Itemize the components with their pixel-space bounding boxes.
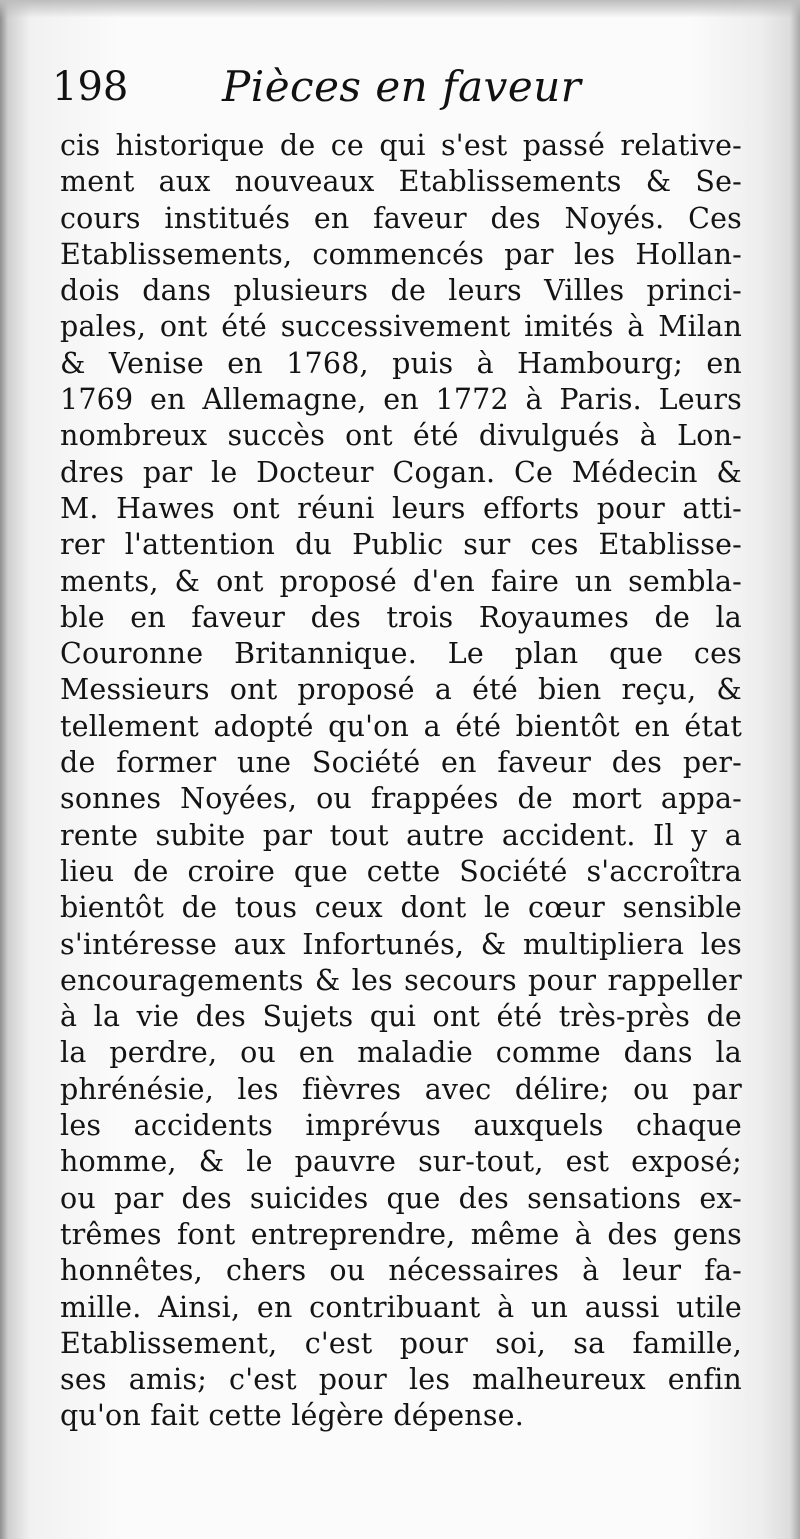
text-line: & Venise en 1768, puis à Hambourg; en: [60, 346, 742, 380]
text-line: qu'on fait cette légère dépense.: [60, 1399, 525, 1433]
text-line: mille. Ainsi, en contribuant à un aussi utile: [60, 1290, 742, 1324]
text-line: homme, & le pauvre sur-tout, est exposé;: [60, 1145, 742, 1179]
text-line: M. Hawes ont réuni leurs efforts pour atti-: [60, 491, 742, 525]
text-line: encouragements & les secours pour rappeller: [60, 963, 742, 997]
page-top-shadow: [0, 0, 800, 18]
text-line: rente subite par tout autre accident. Il y a: [60, 818, 742, 852]
text-line: s'intéresse aux Infortunés, & multipliera les: [60, 927, 742, 961]
text-line: Etablissements, commencés par les Hollan-: [60, 237, 742, 271]
text-line: ble en faveur des trois Royaumes de la: [60, 600, 742, 634]
text-line: ou par des suicides que des sensations ex-: [60, 1181, 742, 1215]
text-line: cours institués en faveur des Noyés. Ces: [60, 201, 742, 235]
text-line: bientôt de tous ceux dont le cœur sensible: [60, 891, 742, 925]
text-line: dois dans plusieurs de leurs Villes princi-: [60, 274, 742, 308]
text-line: Messieurs ont proposé a été bien reçu, &: [60, 673, 742, 707]
body-text: [60, 128, 742, 1435]
text-line: lieu de croire que cette Société s'accroîtra: [60, 854, 742, 888]
text-line: ments, & ont proposé d'en faire un sembla-: [60, 564, 742, 598]
text-line: phrénésie, les fièvres avec délire; ou par: [60, 1072, 742, 1106]
text-line: de former une Société en faveur des per-: [60, 746, 742, 780]
text-line: les accidents imprévus auxquels chaque: [60, 1109, 742, 1143]
text-line: nombreux succès ont été divulgués à Lon-: [60, 419, 742, 453]
text-line: rer l'attention du Public sur ces Etablisse-: [60, 528, 742, 562]
page-header: [52, 62, 652, 122]
page-number: 198: [52, 64, 129, 110]
text-line: à la vie des Sujets qui ont été très-près de: [60, 1000, 742, 1034]
running-title: Pièces en faveur: [222, 62, 582, 111]
text-line: honnêtes, chers ou nécessaires à leur fa-: [60, 1254, 742, 1288]
text-line: tellement adopté qu'on a été bientôt en état: [60, 709, 742, 743]
text-line: Couronne Britannique. Le plan que ces: [60, 637, 742, 671]
text-line: la perdre, ou en maladie comme dans la: [60, 1036, 742, 1070]
text-line: cis historique de ce qui s'est passé relative-: [60, 129, 742, 162]
text-line: 1769 en Allemagne, en 1772 à Paris. Leurs: [60, 383, 742, 417]
text-line: sonnes Noyées, ou frappées de mort appa-: [60, 782, 742, 816]
text-line: pales, ont été successivement imités à Milan: [60, 310, 742, 344]
text-line: ses amis; c'est pour les malheureux enfin: [60, 1363, 742, 1397]
text-line: dres par le Docteur Cogan. Ce Médecin &: [60, 455, 742, 489]
text-line: ment aux nouveaux Etablissements & Se-: [60, 165, 742, 199]
text-line: trêmes font entreprendre, même à des gens: [60, 1217, 742, 1251]
text-line: Etablissement, c'est pour soi, sa famille,: [60, 1326, 742, 1360]
